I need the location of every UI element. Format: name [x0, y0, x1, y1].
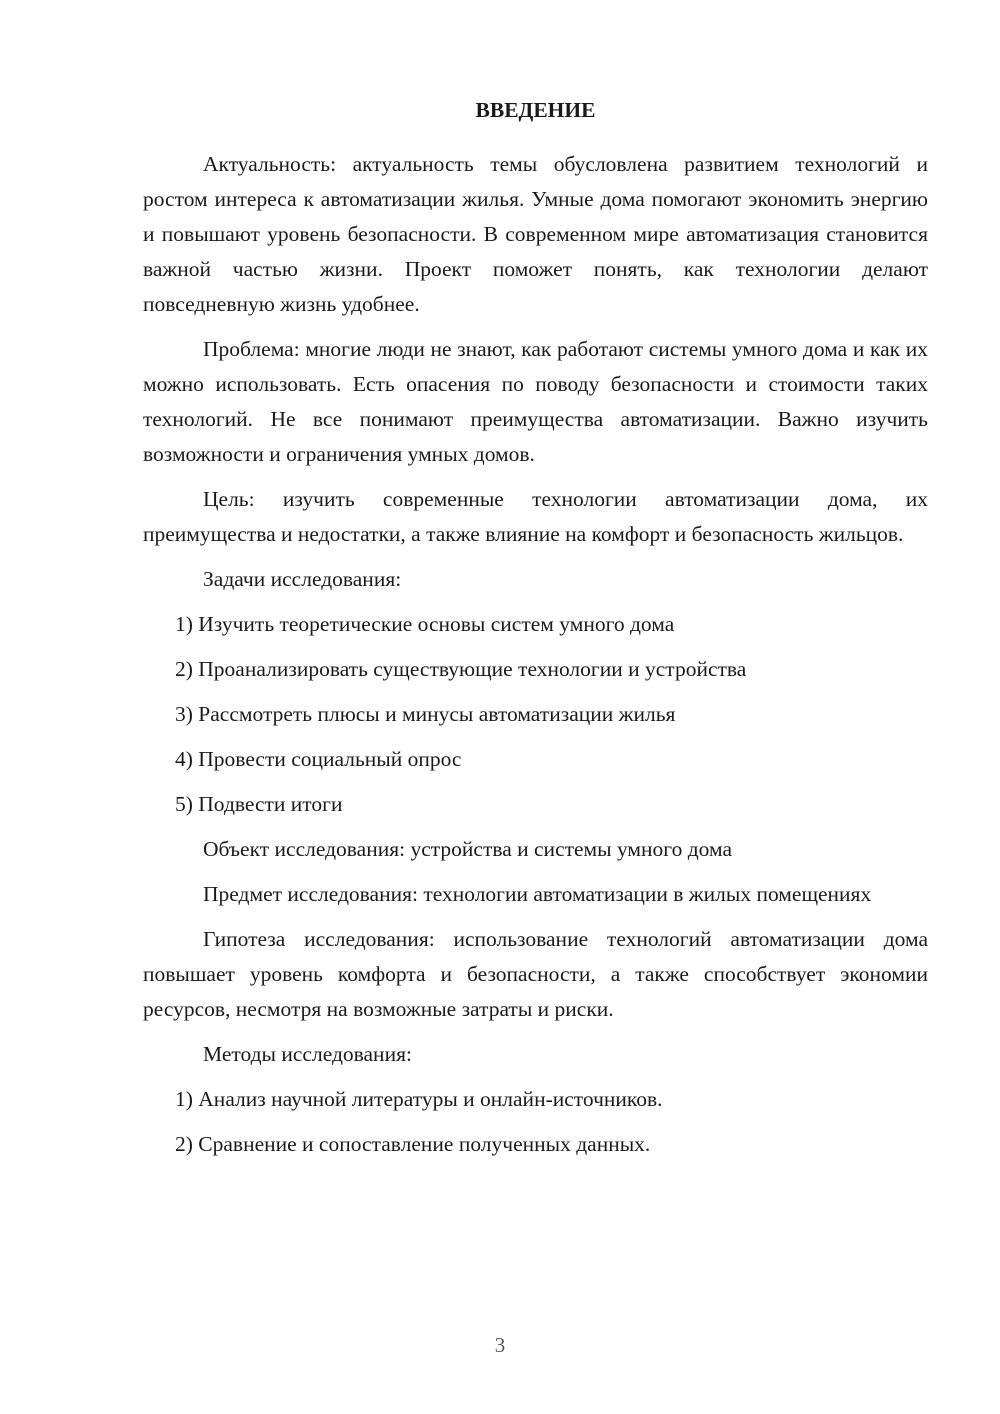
- subject-paragraph: Предмет исследования: технологии автоматизации в жилых помещениях: [203, 882, 872, 906]
- list-item: 1) Изучить теоретические основы систем умного дома: [175, 612, 675, 636]
- problem-paragraph: Проблема: многие люди не знают, как работают системы умного дома и как их можно использовать. Есть опасения по поводу безопасности и стоимости таких технологий. Не все понимают преимущества автоматизации. Важно изучить возможности и ограничения умных домов.: [143, 337, 928, 466]
- hypothesis-paragraph: Гипотеза исследования: использование технологий автоматизации дома повышает уровень комфорта и безопасности, а также способствует экономии ресурсов, несмотря на возможные затраты и риски.: [143, 927, 928, 1021]
- object-paragraph: Объект исследования: устройства и системы умного дома: [203, 837, 732, 861]
- list-item: 2) Сравнение и сопоставление полученных данных.: [175, 1132, 651, 1156]
- methods-title: Методы исследования:: [203, 1042, 412, 1066]
- section-heading: ВВЕДЕНИЕ: [475, 98, 596, 122]
- methods-list: [143, 1082, 928, 1162]
- list-item: 5) Подвести итоги: [175, 792, 343, 816]
- list-item: 3) Рассмотреть плюсы и минусы автоматизации жилья: [175, 702, 676, 726]
- relevance-paragraph: Актуальность: актуальность темы обусловлена развитием технологий и ростом интереса к автоматизации жилья. Умные дома помогают экономить энергию и повышают уровень безопасности. В современном мире автоматизация становится важной частью жизни. Проект поможет понять, как технологии делают повседневную жизнь удобнее.: [143, 152, 928, 316]
- document-page: [143, 92, 928, 1172]
- goal-paragraph: Цель: изучить современные технологии автоматизации дома, их преимущества и недостатки, а также влияние на комфорт и безопасность жильцов.: [143, 487, 928, 546]
- page-number: 3: [494, 1333, 506, 1357]
- tasks-title: Задачи исследования:: [203, 567, 402, 591]
- tasks-list: [143, 607, 928, 822]
- list-item: 4) Провести социальный опрос: [175, 747, 462, 771]
- list-item: 1) Анализ научной литературы и онлайн-источников.: [175, 1087, 663, 1111]
- list-item: 2) Проанализировать существующие технологии и устройства: [175, 657, 747, 681]
